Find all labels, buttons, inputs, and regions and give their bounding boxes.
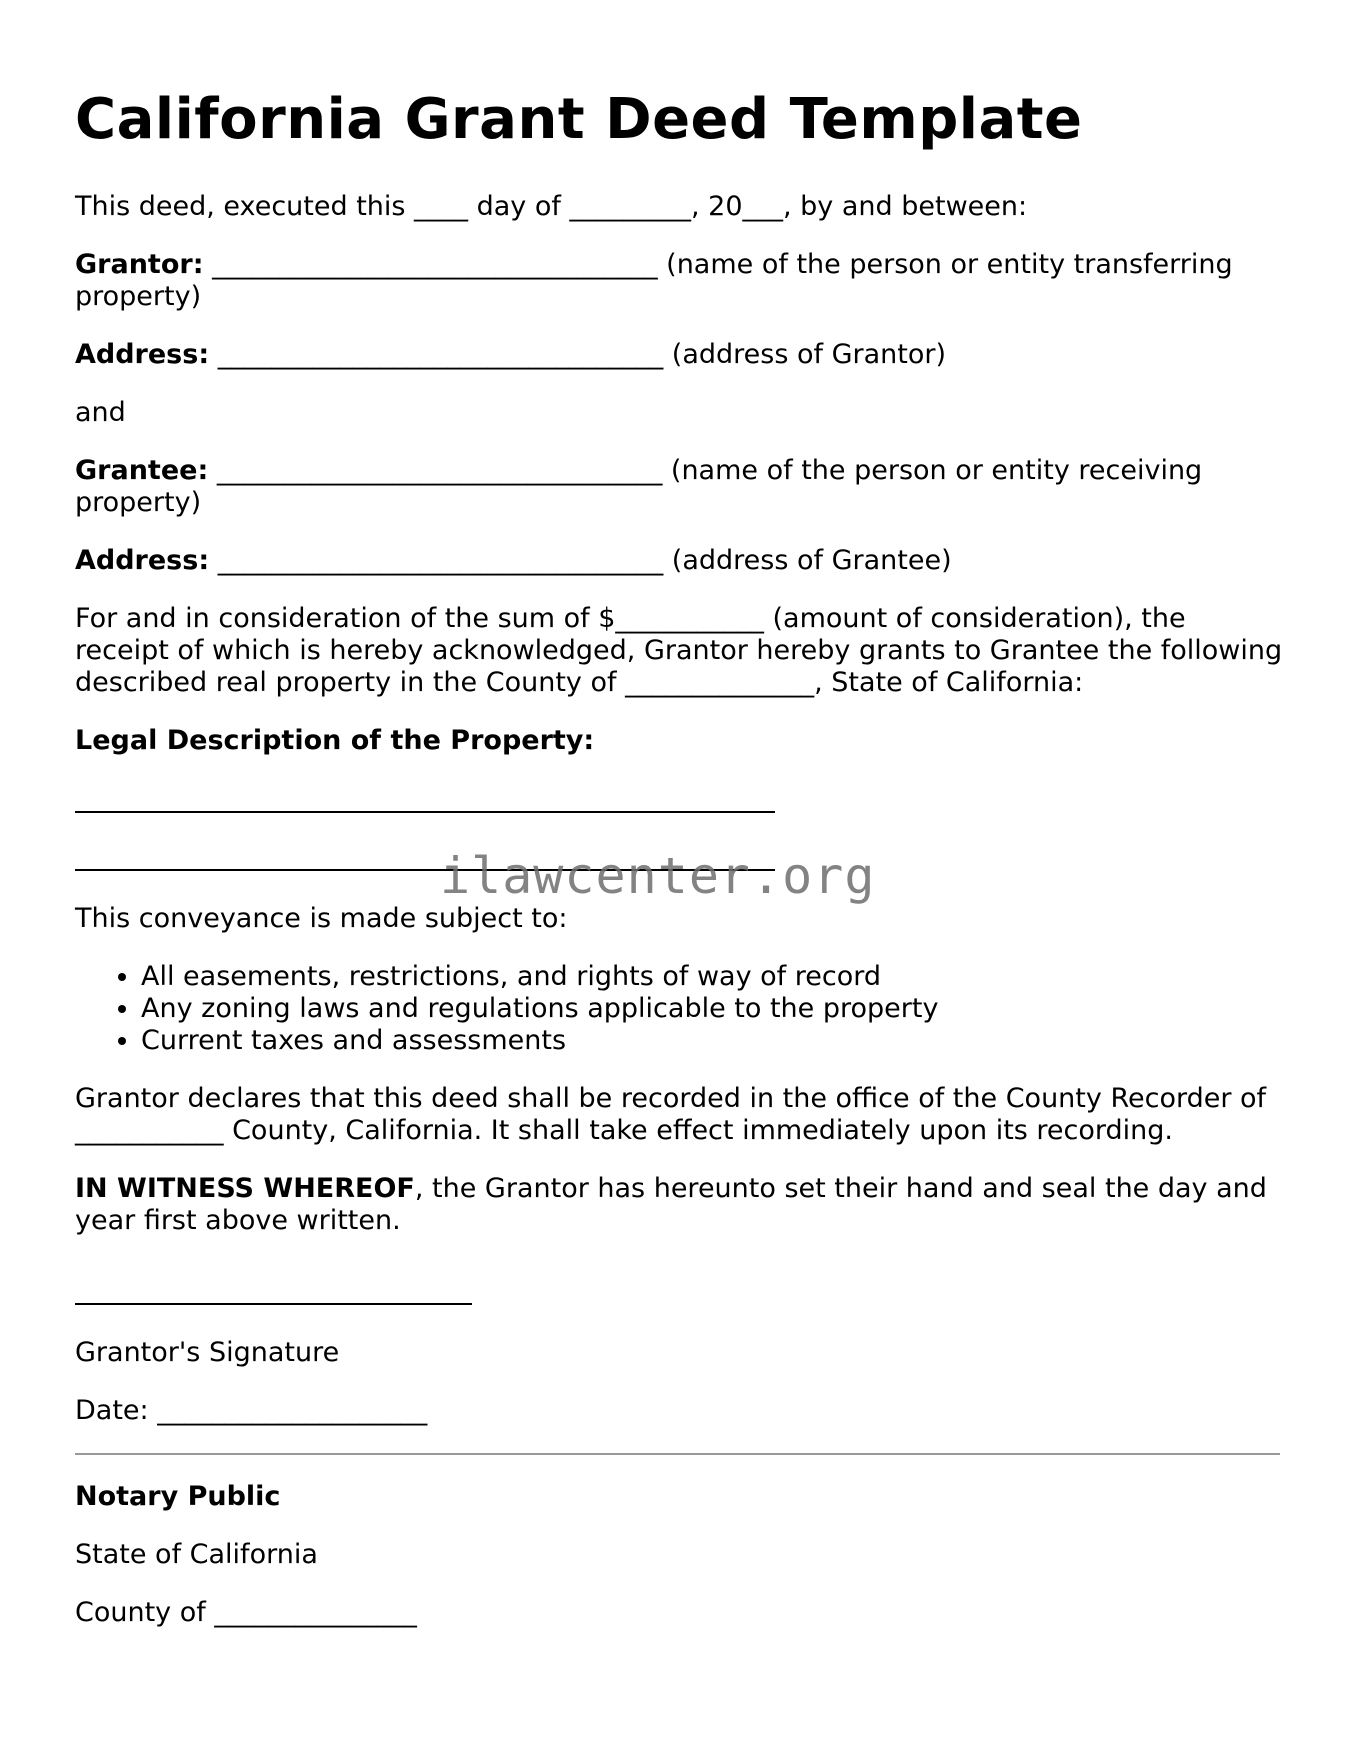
page-title: California Grant Deed Template — [75, 87, 1083, 152]
date-line: Date: ____________________ — [75, 1395, 428, 1426]
grantor-text: _________________________________ (name of the person or entity transferring property) — [75, 249, 1233, 312]
list-item: • Current taxes and assessments — [141, 1025, 1285, 1057]
list-item: • All easements, restrictions, and rights of way of record — [141, 961, 1285, 993]
grantor-label: Grantor: — [75, 249, 204, 280]
notary-county: County of _______________ — [75, 1597, 417, 1628]
grantee-address-text: _________________________________ (address of Grantee) — [209, 545, 952, 576]
section-divider — [75, 1453, 1280, 1455]
notary-state: State of California — [75, 1539, 318, 1570]
witness-text: , the Grantor has hereunto set their hand and seal the day and year first above written. — [75, 1173, 1267, 1236]
grantee-address-label: Address: — [75, 545, 210, 576]
witness-paragraph — [75, 1173, 1285, 1237]
recording-paragraph: Grantor declares that this deed shall be recorded in the office of the County Recorder of ___________ County, California. It shall take effect immediately upon its recording. — [75, 1083, 1267, 1146]
grantee-line — [75, 455, 1285, 519]
grantee-text: _________________________________ (name of the person or entity receiving property) — [75, 455, 1203, 518]
grantee-label: Grantee: — [75, 455, 209, 486]
consideration-paragraph: For and in consideration of the sum of $___________ (amount of consideration), the receipt of which is hereby acknowledged, Grantor hereby grants to Grantee the following described real property in the County of ______________, State of California: — [75, 603, 1283, 698]
conveyance-list — [75, 961, 1285, 1057]
grantor-address-label: Address: — [75, 339, 210, 370]
list-item: • Any zoning laws and regulations applicable to the property — [141, 993, 1285, 1025]
grantor-address-line — [75, 339, 1285, 371]
notary-heading: Notary Public — [75, 1481, 281, 1512]
legal-description-heading: Legal Description of the Property: — [75, 725, 595, 756]
signature-label: Grantor's Signature — [75, 1337, 340, 1368]
witness-bold: IN WITNESS WHEREOF — [75, 1173, 415, 1204]
watermark: ilawcenter.org — [440, 847, 876, 905]
signature-line — [75, 1279, 1285, 1311]
grantee-address-line — [75, 545, 1285, 577]
grantor-line — [75, 249, 1285, 313]
intro-paragraph: This deed, executed this ____ day of _________, 20___, by and between: — [75, 191, 1028, 222]
and-text: and — [75, 397, 126, 428]
legal-description-line-1 — [75, 787, 1285, 819]
grantor-address-text: _________________________________ (address of Grantor) — [209, 339, 947, 370]
conveyance-intro: This conveyance is made subject to: — [75, 903, 568, 934]
